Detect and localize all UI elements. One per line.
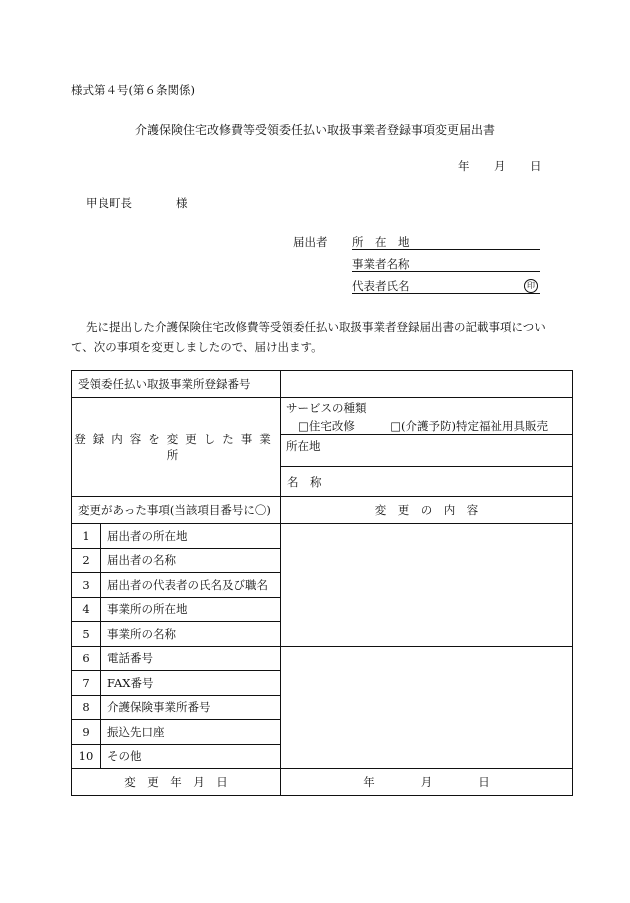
date-day-label: 日 <box>530 159 542 173</box>
intro-text-line2: て、次の事項を変更しましたので、届け出ます。 <box>71 340 323 354</box>
office-name-field[interactable] <box>281 467 573 497</box>
business-name-label: 事業者名称 <box>352 257 410 271</box>
item-label: 事業所の所在地 <box>101 597 281 622</box>
date-month-label: 月 <box>494 159 506 173</box>
item-label: 電話番号 <box>101 646 281 671</box>
item-number[interactable]: 3 <box>72 573 101 598</box>
name-label: 名 称 <box>287 474 322 489</box>
address-label: 所 在 地 <box>352 235 410 249</box>
change-date-field[interactable]: 年 月 日 <box>281 769 573 796</box>
applicant-business-name-field[interactable] <box>352 256 540 272</box>
applicant-address-field[interactable] <box>352 234 540 250</box>
registration-number-label: 受領委任払い取扱事業所登録番号 <box>72 371 281 398</box>
item-number[interactable]: 9 <box>72 720 101 745</box>
service-type-label: サービスの種類 <box>286 401 367 415</box>
item-number[interactable]: 2 <box>72 548 101 573</box>
applicant-representative-field[interactable] <box>352 278 540 294</box>
date-year-label: 年 <box>458 159 470 173</box>
item-number[interactable]: 4 <box>72 597 101 622</box>
item-label: 届出者の名称 <box>101 548 281 573</box>
item-label: 事業所の名称 <box>101 622 281 647</box>
item-number[interactable]: 10 <box>72 744 101 769</box>
addressee: 甲良町長 <box>86 196 132 210</box>
service-type-cell <box>281 398 573 435</box>
item-label: 振込先口座 <box>101 720 281 745</box>
change-content-header: 変 更 の 内 容 <box>281 497 573 524</box>
registration-number-field[interactable] <box>281 371 573 398</box>
office-label: 登録内容を変更した事業所 <box>72 398 281 497</box>
representative-label: 代表者氏名 <box>352 279 410 293</box>
item-label: 届出者の所在地 <box>101 524 281 549</box>
form-title: 介護保険住宅改修費等受領委任払い取扱事業者登録事項変更届出書 <box>134 123 495 137</box>
item-label: 届出者の代表者の氏名及び職名 <box>101 573 281 598</box>
item-number[interactable]: 6 <box>72 646 101 671</box>
item-label: 介護保険事業所番号 <box>101 695 281 720</box>
changed-items-header: 変更があった事項(当該項目番号に〇) <box>72 497 281 524</box>
seal-icon: 印 <box>524 279 538 293</box>
item-number[interactable]: 8 <box>72 695 101 720</box>
item-number[interactable]: 7 <box>72 671 101 696</box>
change-date-label: 変 更 年 月 日 <box>72 769 281 796</box>
item-label: FAX番号 <box>101 671 281 696</box>
item-number[interactable]: 1 <box>72 524 101 549</box>
change-content-field-group-1[interactable] <box>281 524 573 647</box>
location-label: 所在地 <box>286 439 321 453</box>
service-option-welfare-equipment[interactable]: □(介護予防)特定福祉用具販売 <box>390 419 549 433</box>
item-number[interactable]: 5 <box>72 622 101 647</box>
office-location-field[interactable] <box>281 435 573 467</box>
applicant-label: 届出者 <box>293 235 328 249</box>
intro-text-line1: 先に提出した介護保険住宅改修費等受領委任払い取扱事業者登録届出書の記載事項につい <box>86 320 546 334</box>
item-label: その他 <box>101 744 281 769</box>
change-content-field-group-2[interactable] <box>281 646 573 769</box>
form-number: 様式第４号(第６条関係) <box>71 83 195 97</box>
change-form-table <box>71 370 573 796</box>
service-option-housing-renovation[interactable]: □住宅改修 <box>298 419 355 433</box>
addressee-suffix: 様 <box>176 196 188 210</box>
